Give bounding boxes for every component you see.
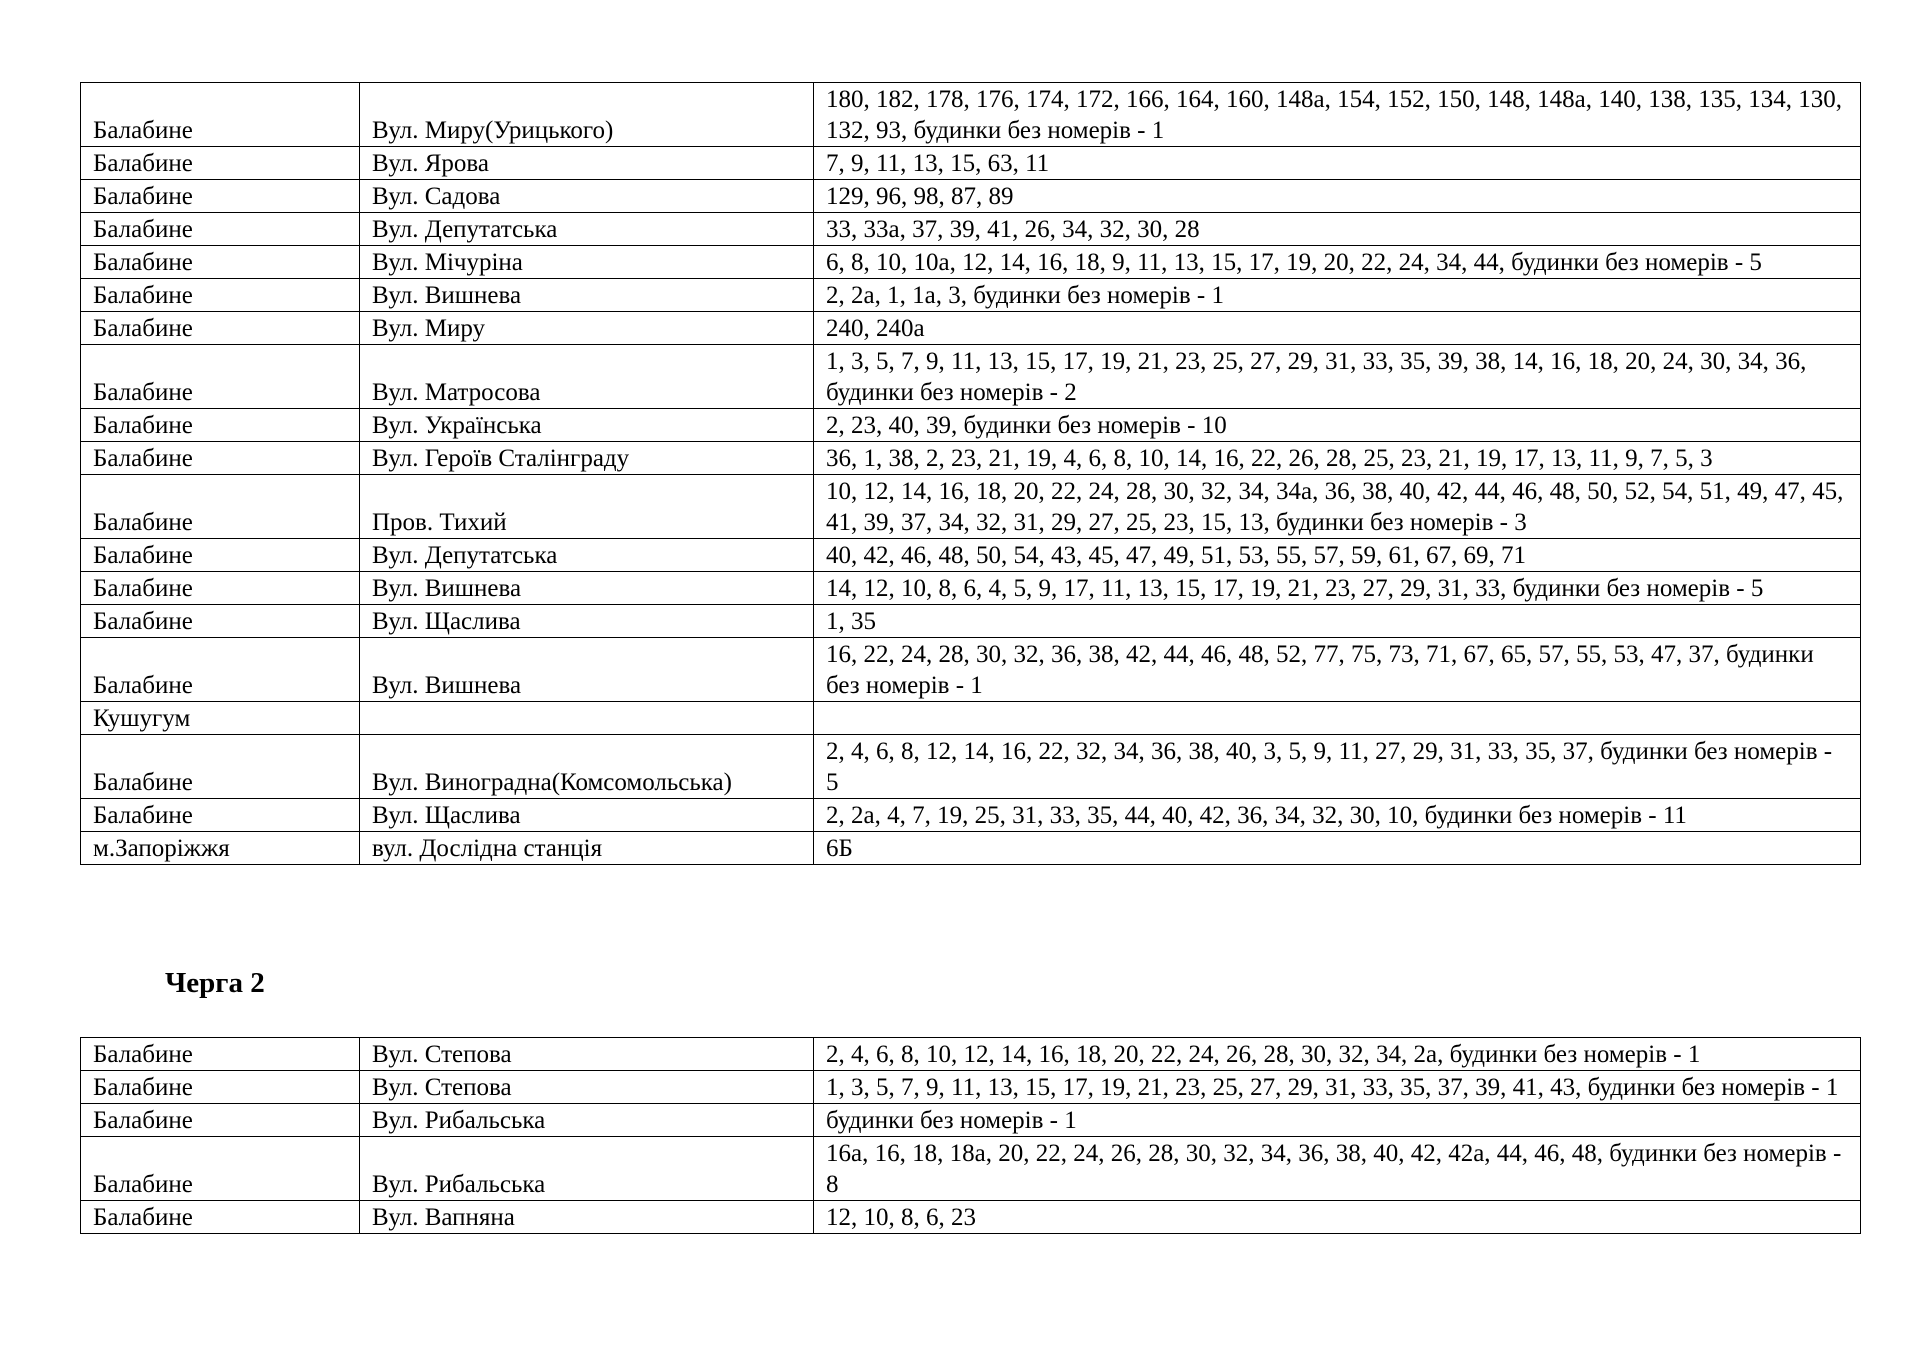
street-cell: Вул. Рибальська: [360, 1104, 814, 1137]
house-numbers-cell: 16, 22, 24, 28, 30, 32, 36, 38, 42, 44, 46, 48, 52, 77, 75, 73, 71, 67, 65, 57, 55, 53, 47, 37, будинки без номерів - 1: [814, 638, 1861, 702]
address-table-body: [81, 83, 1861, 865]
street-cell: Вул. Вишнева: [360, 279, 814, 312]
address-table-queue-2: [80, 1037, 1861, 1234]
street-cell: Вул. Рибальська: [360, 1137, 814, 1201]
table-row: [81, 409, 1861, 442]
table-row: [81, 1038, 1861, 1071]
street-cell: Вул. Героїв Сталінграду: [360, 442, 814, 475]
locality-cell: Балабине: [81, 409, 360, 442]
address-table-queue-1: [80, 82, 1861, 865]
table-row: [81, 638, 1861, 702]
street-cell: Вул. Депутатська: [360, 539, 814, 572]
house-numbers-cell: 14, 12, 10, 8, 6, 4, 5, 9, 17, 11, 13, 15, 17, 19, 21, 23, 27, 29, 31, 33, будинки без номерів - 5: [814, 572, 1861, 605]
street-cell: Вул. Депутатська: [360, 213, 814, 246]
locality-cell: Балабине: [81, 799, 360, 832]
house-numbers-cell: 240, 240а: [814, 312, 1861, 345]
street-cell: Вул. Вишнева: [360, 638, 814, 702]
locality-cell: Балабине: [81, 312, 360, 345]
table-row: [81, 312, 1861, 345]
house-numbers-cell: 180, 182, 178, 176, 174, 172, 166, 164, 160, 148а, 154, 152, 150, 148, 148а, 140, 138, 135, 134, 130, 132, 93, будинки без номерів - 1: [814, 83, 1861, 147]
street-cell: Пров. Тихий: [360, 475, 814, 539]
house-numbers-cell: 129, 96, 98, 87, 89: [814, 180, 1861, 213]
locality-cell: Балабине: [81, 180, 360, 213]
house-numbers-cell: 6, 8, 10, 10а, 12, 14, 16, 18, 9, 11, 13, 15, 17, 19, 20, 22, 24, 34, 44, будинки без номерів - 5: [814, 246, 1861, 279]
table-row: [81, 832, 1861, 865]
house-numbers-cell: 2, 23, 40, 39, будинки без номерів - 10: [814, 409, 1861, 442]
table-row: [81, 83, 1861, 147]
house-numbers-cell: 2, 4, 6, 8, 12, 14, 16, 22, 32, 34, 36, 38, 40, 3, 5, 9, 11, 27, 29, 31, 33, 35, 37, будинки без номерів - 5: [814, 735, 1861, 799]
table-row: [81, 475, 1861, 539]
locality-cell: Балабине: [81, 605, 360, 638]
house-numbers-cell: 33, 33а, 37, 39, 41, 26, 34, 32, 30, 28: [814, 213, 1861, 246]
locality-cell: Балабине: [81, 539, 360, 572]
house-numbers-cell: будинки без номерів - 1: [814, 1104, 1861, 1137]
section-heading-queue-2: Черга 2: [165, 967, 265, 999]
table-row: [81, 799, 1861, 832]
street-cell: Вул. Виноградна(Комсомольська): [360, 735, 814, 799]
address-table-body: [81, 1038, 1861, 1234]
table-row: [81, 702, 1861, 735]
locality-cell: Балабине: [81, 83, 360, 147]
table-row: [81, 1104, 1861, 1137]
locality-cell: Балабине: [81, 638, 360, 702]
street-cell: Вул. Щаслива: [360, 799, 814, 832]
house-numbers-cell: 10, 12, 14, 16, 18, 20, 22, 24, 28, 30, 32, 34, 34а, 36, 38, 40, 42, 44, 46, 48, 50, 52, 54, 51, 49, 47, 45, 41, 39, 37, 34, 32, 31, 29, 27, 25, 23, 15, 13, будинки без номерів - 3: [814, 475, 1861, 539]
house-numbers-cell: 1, 35: [814, 605, 1861, 638]
table-row: [81, 147, 1861, 180]
street-cell: Вул. Степова: [360, 1038, 814, 1071]
table-row: [81, 279, 1861, 312]
street-cell: Вул. Українська: [360, 409, 814, 442]
street-cell: Вул. Мічуріна: [360, 246, 814, 279]
table-row: [81, 246, 1861, 279]
street-cell: Вул. Вишнева: [360, 572, 814, 605]
table-row: [81, 605, 1861, 638]
house-numbers-cell: [814, 702, 1861, 735]
locality-cell: Балабине: [81, 572, 360, 605]
street-cell: вул. Дослідна станція: [360, 832, 814, 865]
house-numbers-cell: 16а, 16, 18, 18а, 20, 22, 24, 26, 28, 30, 32, 34, 36, 38, 40, 42, 42а, 44, 46, 48, будинки без номерів - 8: [814, 1137, 1861, 1201]
house-numbers-cell: 7, 9, 11, 13, 15, 63, 11: [814, 147, 1861, 180]
table-row: [81, 213, 1861, 246]
locality-cell: Балабине: [81, 246, 360, 279]
locality-cell: Балабине: [81, 279, 360, 312]
street-cell: Вул. Садова: [360, 180, 814, 213]
house-numbers-cell: 6Б: [814, 832, 1861, 865]
locality-cell: Балабине: [81, 475, 360, 539]
locality-cell: Балабине: [81, 1201, 360, 1234]
street-cell: Вул. Ярова: [360, 147, 814, 180]
street-cell: [360, 702, 814, 735]
house-numbers-cell: 1, 3, 5, 7, 9, 11, 13, 15, 17, 19, 21, 23, 25, 27, 29, 31, 33, 35, 37, 39, 41, 43, будинки без номерів - 1: [814, 1071, 1861, 1104]
table-row: [81, 180, 1861, 213]
table-row: [81, 572, 1861, 605]
house-numbers-cell: 1, 3, 5, 7, 9, 11, 13, 15, 17, 19, 21, 23, 25, 27, 29, 31, 33, 35, 39, 38, 14, 16, 18, 20, 24, 30, 34, 36, будинки без номерів - 2: [814, 345, 1861, 409]
street-cell: Вул. Миру(Урицького): [360, 83, 814, 147]
locality-cell: м.Запоріжжя: [81, 832, 360, 865]
locality-cell: Балабине: [81, 1137, 360, 1201]
house-numbers-cell: 36, 1, 38, 2, 23, 21, 19, 4, 6, 8, 10, 14, 16, 22, 26, 28, 25, 23, 21, 19, 17, 13, 11, 9, 7, 5, 3: [814, 442, 1861, 475]
locality-cell: Балабине: [81, 735, 360, 799]
table-row: [81, 1137, 1861, 1201]
street-cell: Вул. Степова: [360, 1071, 814, 1104]
locality-cell: Балабине: [81, 442, 360, 475]
house-numbers-cell: 2, 2а, 4, 7, 19, 25, 31, 33, 35, 44, 40, 42, 36, 34, 32, 30, 10, будинки без номерів - 11: [814, 799, 1861, 832]
table-row: [81, 345, 1861, 409]
street-cell: Вул. Вапняна: [360, 1201, 814, 1234]
locality-cell: Балабине: [81, 147, 360, 180]
street-cell: Вул. Матросова: [360, 345, 814, 409]
street-cell: Вул. Миру: [360, 312, 814, 345]
house-numbers-cell: 2, 4, 6, 8, 10, 12, 14, 16, 18, 20, 22, 24, 26, 28, 30, 32, 34, 2а, будинки без номерів - 1: [814, 1038, 1861, 1071]
table-row: [81, 442, 1861, 475]
table-row: [81, 1071, 1861, 1104]
table-row: [81, 539, 1861, 572]
street-cell: Вул. Щаслива: [360, 605, 814, 638]
house-numbers-cell: 12, 10, 8, 6, 23: [814, 1201, 1861, 1234]
table-row: [81, 735, 1861, 799]
locality-cell: Балабине: [81, 1071, 360, 1104]
house-numbers-cell: 40, 42, 46, 48, 50, 54, 43, 45, 47, 49, 51, 53, 55, 57, 59, 61, 67, 69, 71: [814, 539, 1861, 572]
house-numbers-cell: 2, 2а, 1, 1а, 3, будинки без номерів - 1: [814, 279, 1861, 312]
locality-cell: Балабине: [81, 1104, 360, 1137]
locality-cell: Балабине: [81, 213, 360, 246]
table-row: [81, 1201, 1861, 1234]
locality-cell: Балабине: [81, 345, 360, 409]
locality-cell: Кушугум: [81, 702, 360, 735]
locality-cell: Балабине: [81, 1038, 360, 1071]
